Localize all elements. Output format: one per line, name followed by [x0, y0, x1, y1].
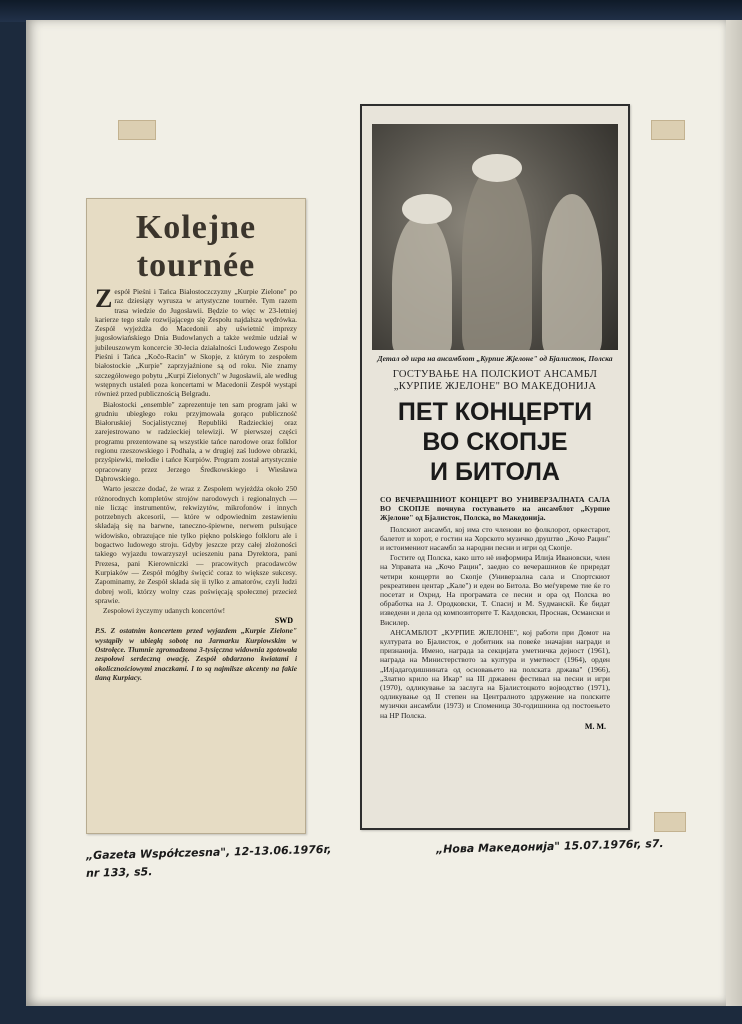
photo-caption: Детал од игра на ансамблот „Курпие Жјелоне" од Бјалисток, Полска: [377, 354, 613, 363]
clipping-title-line1: Kolejne: [135, 209, 257, 246]
article-paragraph: Полскиот ансамбл, кој има сто членови во фолклорот, оркестарот, балетот и хорот, е гостин на Хорското музичко друштво „Кочо Рацин" и истоимениот насамбл за народни песни и игри од Скопје.: [380, 524, 610, 553]
article-paragraph: АНСАМБЛОТ „КУРПИЕ ЖЈЕЛОНЕ", кој работи при Домот на културата во Бјалисток, е добитник на повеќе значајни награди и признанија. Имено, награда за секцијата уметничка дејност (1961), награда на Министерството за култура и уметност (1964), орден „Илјадагодишнината од основањето на полската држава" (1966), „Златно крило на Икар" на III државен фестивал на песни и игри (1970), одликување за заслуга на Бјалистоцкото војводство (1971), одликување од II степен на Централното здружение на полските музички ансамбли (1973) и Споменица 30-годишнина од постоењето на НР Полска.: [380, 627, 610, 720]
clipping-title-line2: tournée: [136, 247, 256, 284]
article-lead: СО ВЕЧЕРАШНИОТ КОНЦЕРТ ВО УНИВЕРЗАЛНАТА САЛА ВО СКОПЈЕ почнува гостувањето на ансамблот „Курпие Жјелоне" од Бјалисток, Полска, во Македонија.: [380, 495, 610, 523]
article-paragraph: espół Pieśni i Tańca Białostoczczyzny „Kurpie Zielone" po raz dziesiąty wyrusza w artystyczne tournée. Tym razem trasa wiedzie do Jugosławii. Będzie to więc w 23-letniej karierze tego stale rozwijającego się Zespołu najdalsza wędrówka. Zespół wyjeżdża do Macedonii aby uświetnić imprezy jugosłowiańskiego Dnia Budowlanych a także weźmie udział w jubileuszowym koncercie 30-lecia działalności Ludowego Zespołu Pieśni i Tańca „Kočo-Racin" w Skopje, z którym to zespołem białostockie „Kurpie" zaprzyjaźnione są od roku. Nie znamy szczegółowego pobytu „Kurpi Zielonych" w Jugosławii, ale według wstępnych ustaleń poza koncertami w Macedonii Zespół wystąpi również przed publicznością Belgradu.: [95, 287, 297, 399]
article-paragraph: Гостите од Полска, како што нè информира Илија Ивановски, член на Управата на „Кочо Рацин", заедно со вечерашниов ќе приредат четири концерти во Скопје (Универзална сала и Спортскиот рекреативен центар „Кале") и еден во Битола. Во меѓувреме тие ќе го посетат и Охрид. На програмата се песни и ора од Полска во обработка на Ј. Ородковски, Т. Спасиј и М. Syдманскй. Ќе бидат изведени и дела од композиторите Т. Калдовски, Проснак, Османски и Висилер.: [380, 553, 610, 627]
dropcap: Z: [95, 284, 113, 313]
photo-figure: [392, 214, 452, 350]
handwritten-source-left-issue: nr 133, s5.: [85, 865, 153, 880]
photo-headdress: [402, 194, 452, 224]
handwritten-source-right: „Нова Македонија" 15.07.1976r, s7.: [435, 837, 664, 856]
article-body: [95, 284, 297, 616]
newspaper-clipping-right: [360, 104, 630, 830]
article-paragraph: Białostocki „ensemble" zaprezentuje ten sam program jaki w grudniu ubiegłego roku przyjmowała gorąco publiczność Białoruskiej Socjalistycznej Republiki Radzieckiej oraz zarejestrowano w radzieckiej telewizji. W pierwszej części programu prezentowane są wszystkie tańce narodowe oraz folklor regionu rzeszowskiego i Podhala, a w drugiej zaś ludowe obrazki, przyśpiewki, melodie i tańce Kurpiów. Program został artystycznie opracowany przez Jerzego Średkowskiego i Wiesława Dąbrowskiego.: [95, 399, 297, 483]
handwritten-source-left: „Gazeta Współczesna", 12-13.06.1976r,: [85, 842, 332, 863]
article-paragraph: Warto jeszcze dodać, że wraz z Zespołem wyjeżdża około 250 różnorodnych kompletów strojów narodowych i regionalnych — nie licząc instrumentów, rekwizytów, mikrofonów i innych potrzebnych akcesorii, — które w odpowiednim zestawieniu składają się na barwne, taneczno-śpiewne, nerwem pulsujące widowisko, obrazujące nie tylko piękno polskiego folkloru ale i bogactwo ludowego stroju. Gdyby jeszcze przy całej złożoności takiego wyjazdu towarzyszył ucieszeniu pana Dyrektora, pani Prezesa, pani Kierowniczki — pracowitych pracodawców Kurpiaków — Zespół mógłby święcić coraz to większe sukcesy. Zapominamy, że Zespół składa się ii tylko z amatorów, czyli ludzi dobrej woli, którzy wolny czas poświęcają społecznej przecież sprawie.: [95, 484, 297, 605]
tape-strip: [654, 812, 686, 832]
photo-headdress: [472, 154, 522, 182]
article-postscript: P.S. Z ostatnim koncertem przed wyjazdem „Kurpie Zielone" wystąpiły w ubiegłą sobotę na Jarmarku Kurpiowskim w Ostrołęce. Tłumnie zgromadzona 3-tysięczna widownia zgotowała zespołowi serdeczną owację. Zespół obdarzono kwiatami i okolicznościowymi znaczkami. I to są najmilsze akcenty na fakie tlaną Kurpiacy.: [95, 626, 297, 682]
headline-line3: И БИТОЛА: [430, 458, 560, 486]
clipping-title: [95, 209, 297, 285]
photo-figure: [542, 194, 602, 350]
newspaper-clipping-left: [86, 198, 306, 834]
article-signature: SWD: [274, 616, 293, 626]
article-paragraph: Zespołowi życzymy udanych koncertów!: [103, 606, 226, 616]
performance-photo: [372, 124, 618, 350]
photo-figure: [462, 164, 532, 350]
tape-strip: [651, 120, 685, 140]
article-kicker: ГОСТУВАЊЕ НА ПОЛСКИОТ АНСАМБЛ „КУРПИЕ ЖЈЕЛОНЕ" ВО МАКЕДОНИЈА: [392, 369, 598, 392]
page-edge: [726, 20, 742, 1006]
tape-strip: [118, 120, 156, 140]
headline-line2: ВО СКОПЈЕ: [422, 428, 568, 456]
headline-line1: ПЕТ КОНЦЕРТИ: [397, 398, 593, 426]
article-signature: М. М.: [584, 721, 606, 731]
binder-top: [0, 0, 742, 22]
article-body-right: [380, 525, 610, 720]
article-headline: [372, 397, 618, 487]
